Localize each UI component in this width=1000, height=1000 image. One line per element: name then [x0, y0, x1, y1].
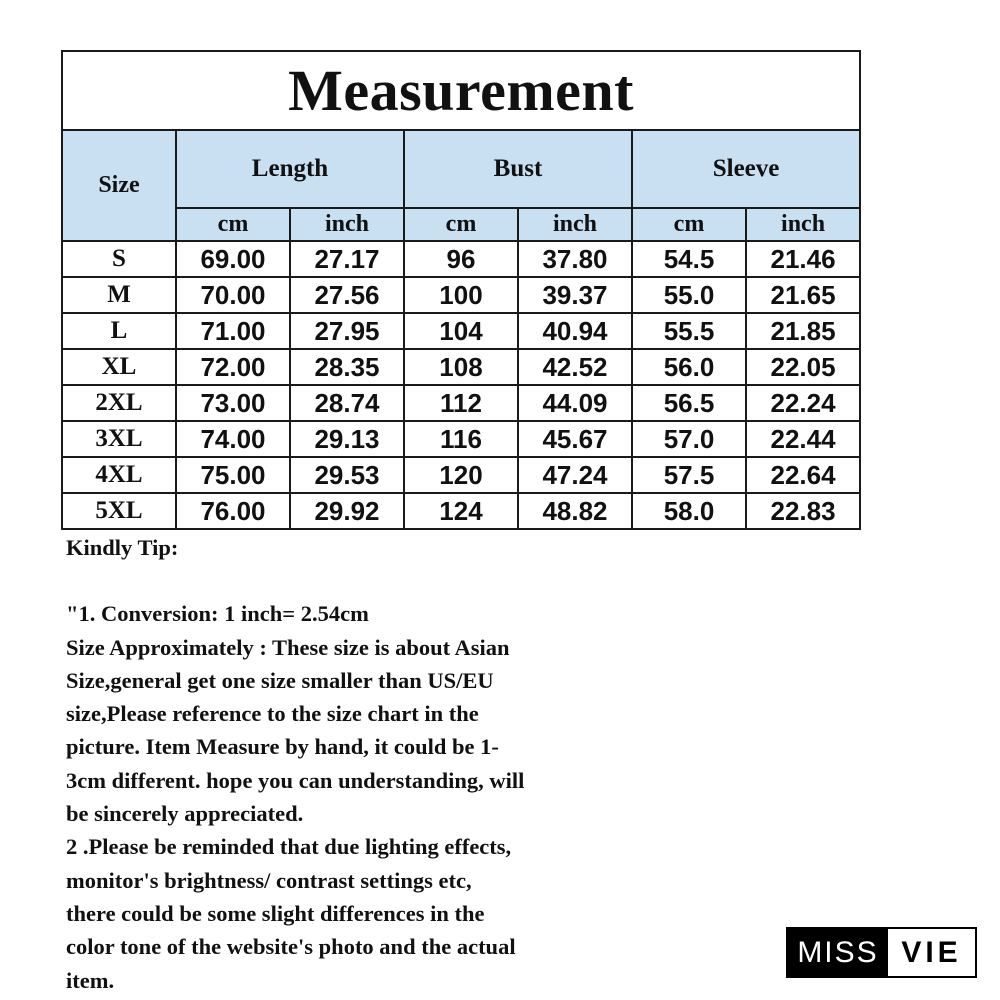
measurement-cell: 108	[404, 349, 518, 385]
note-line: 3cm different. hope you can understanding, will	[66, 767, 525, 793]
measurement-cell: 124	[404, 493, 518, 529]
measurement-cell: 22.44	[746, 421, 860, 457]
measurement-cell: 75.00	[176, 457, 290, 493]
size-cell: M	[62, 277, 176, 313]
measurement-table	[61, 50, 861, 530]
table-row	[62, 385, 860, 421]
measurement-cell: 54.5	[632, 241, 746, 277]
size-column-header: Size	[62, 130, 176, 241]
size-cell: L	[62, 313, 176, 349]
measurement-cell: 47.24	[518, 457, 632, 493]
measurement-cell: 44.09	[518, 385, 632, 421]
measurement-cell: 40.94	[518, 313, 632, 349]
measurement-cell: 56.0	[632, 349, 746, 385]
unit-header: cm	[176, 208, 290, 241]
note-line: be sincerely appreciated.	[66, 801, 304, 827]
unit-header: cm	[632, 208, 746, 241]
measurement-cell: 37.80	[518, 241, 632, 277]
logo-left-text: MISS	[788, 929, 888, 976]
table-title: Measurement	[62, 51, 860, 130]
measurement-cell: 27.17	[290, 241, 404, 277]
measurement-cell: 29.13	[290, 421, 404, 457]
measurement-cell: 21.85	[746, 313, 860, 349]
table-row	[62, 277, 860, 313]
measurement-cell: 29.92	[290, 493, 404, 529]
notes-body	[66, 597, 706, 997]
measurement-cell: 28.35	[290, 349, 404, 385]
note-line: item.	[66, 967, 115, 993]
note-line: 2 .Please be reminded that due lighting effects,	[66, 834, 512, 860]
measurement-cell: 27.95	[290, 313, 404, 349]
measurement-cell: 72.00	[176, 349, 290, 385]
measurement-cell: 96	[404, 241, 518, 277]
logo-right-text: VIE	[901, 935, 962, 969]
table-row	[62, 313, 860, 349]
note-line: "1. Conversion: 1 inch= 2.54cm	[66, 601, 369, 627]
bust-group-header: Bust	[404, 130, 632, 208]
note-line: Size,general get one size smaller than US/EU	[66, 667, 494, 693]
note-line: size,Please reference to the size chart in the	[66, 701, 479, 727]
measurement-cell: 22.83	[746, 493, 860, 529]
brand-logo	[786, 927, 977, 978]
size-cell: S	[62, 241, 176, 277]
measurement-cell: 29.53	[290, 457, 404, 493]
note-line: picture. Item Measure by hand, it could be 1-	[66, 734, 499, 760]
measurement-cell: 39.37	[518, 277, 632, 313]
measurement-cell: 45.67	[518, 421, 632, 457]
note-line: monitor's brightness/ contrast settings etc,	[66, 867, 472, 893]
unit-header: inch	[290, 208, 404, 241]
size-cell: 4XL	[62, 457, 176, 493]
measurement-cell: 104	[404, 313, 518, 349]
measurement-cell: 27.56	[290, 277, 404, 313]
note-line: there could be some slight differences in the	[66, 900, 485, 926]
measurement-cell: 116	[404, 421, 518, 457]
measurement-cell: 21.46	[746, 241, 860, 277]
size-cell: 2XL	[62, 385, 176, 421]
measurement-cell: 48.82	[518, 493, 632, 529]
measurement-cell: 73.00	[176, 385, 290, 421]
measurement-cell: 120	[404, 457, 518, 493]
table-row	[62, 241, 860, 277]
measurement-cell: 74.00	[176, 421, 290, 457]
sleeve-group-header: Sleeve	[632, 130, 860, 208]
measurement-cell: 112	[404, 385, 518, 421]
size-cell: 5XL	[62, 493, 176, 529]
measurement-cell: 22.05	[746, 349, 860, 385]
measurement-cell: 57.5	[632, 457, 746, 493]
measurement-cell: 42.52	[518, 349, 632, 385]
size-cell: 3XL	[62, 421, 176, 457]
table-row	[62, 349, 860, 385]
note-line: Size Approximately : These size is about Asian	[66, 634, 510, 660]
unit-header: cm	[404, 208, 518, 241]
measurement-cell: 76.00	[176, 493, 290, 529]
measurement-cell: 69.00	[176, 241, 290, 277]
measurement-cell: 55.0	[632, 277, 746, 313]
measurement-cell: 100	[404, 277, 518, 313]
unit-header: inch	[518, 208, 632, 241]
unit-header: inch	[746, 208, 860, 241]
size-cell: XL	[62, 349, 176, 385]
measurement-cell: 22.24	[746, 385, 860, 421]
measurement-cell: 22.64	[746, 457, 860, 493]
measurement-cell: 58.0	[632, 493, 746, 529]
length-group-header: Length	[176, 130, 404, 208]
measurement-cell: 55.5	[632, 313, 746, 349]
measurement-cell: 28.74	[290, 385, 404, 421]
table-row	[62, 493, 860, 529]
kindly-tip-notes	[66, 531, 706, 997]
measurement-cell: 71.00	[176, 313, 290, 349]
table-row	[62, 457, 860, 493]
notes-heading: Kindly Tip:	[66, 535, 179, 560]
table-row	[62, 421, 860, 457]
measurement-cell: 57.0	[632, 421, 746, 457]
measurement-cell: 70.00	[176, 277, 290, 313]
note-line: color tone of the website's photo and the actual	[66, 934, 516, 960]
measurement-cell: 56.5	[632, 385, 746, 421]
measurement-cell: 21.65	[746, 277, 860, 313]
